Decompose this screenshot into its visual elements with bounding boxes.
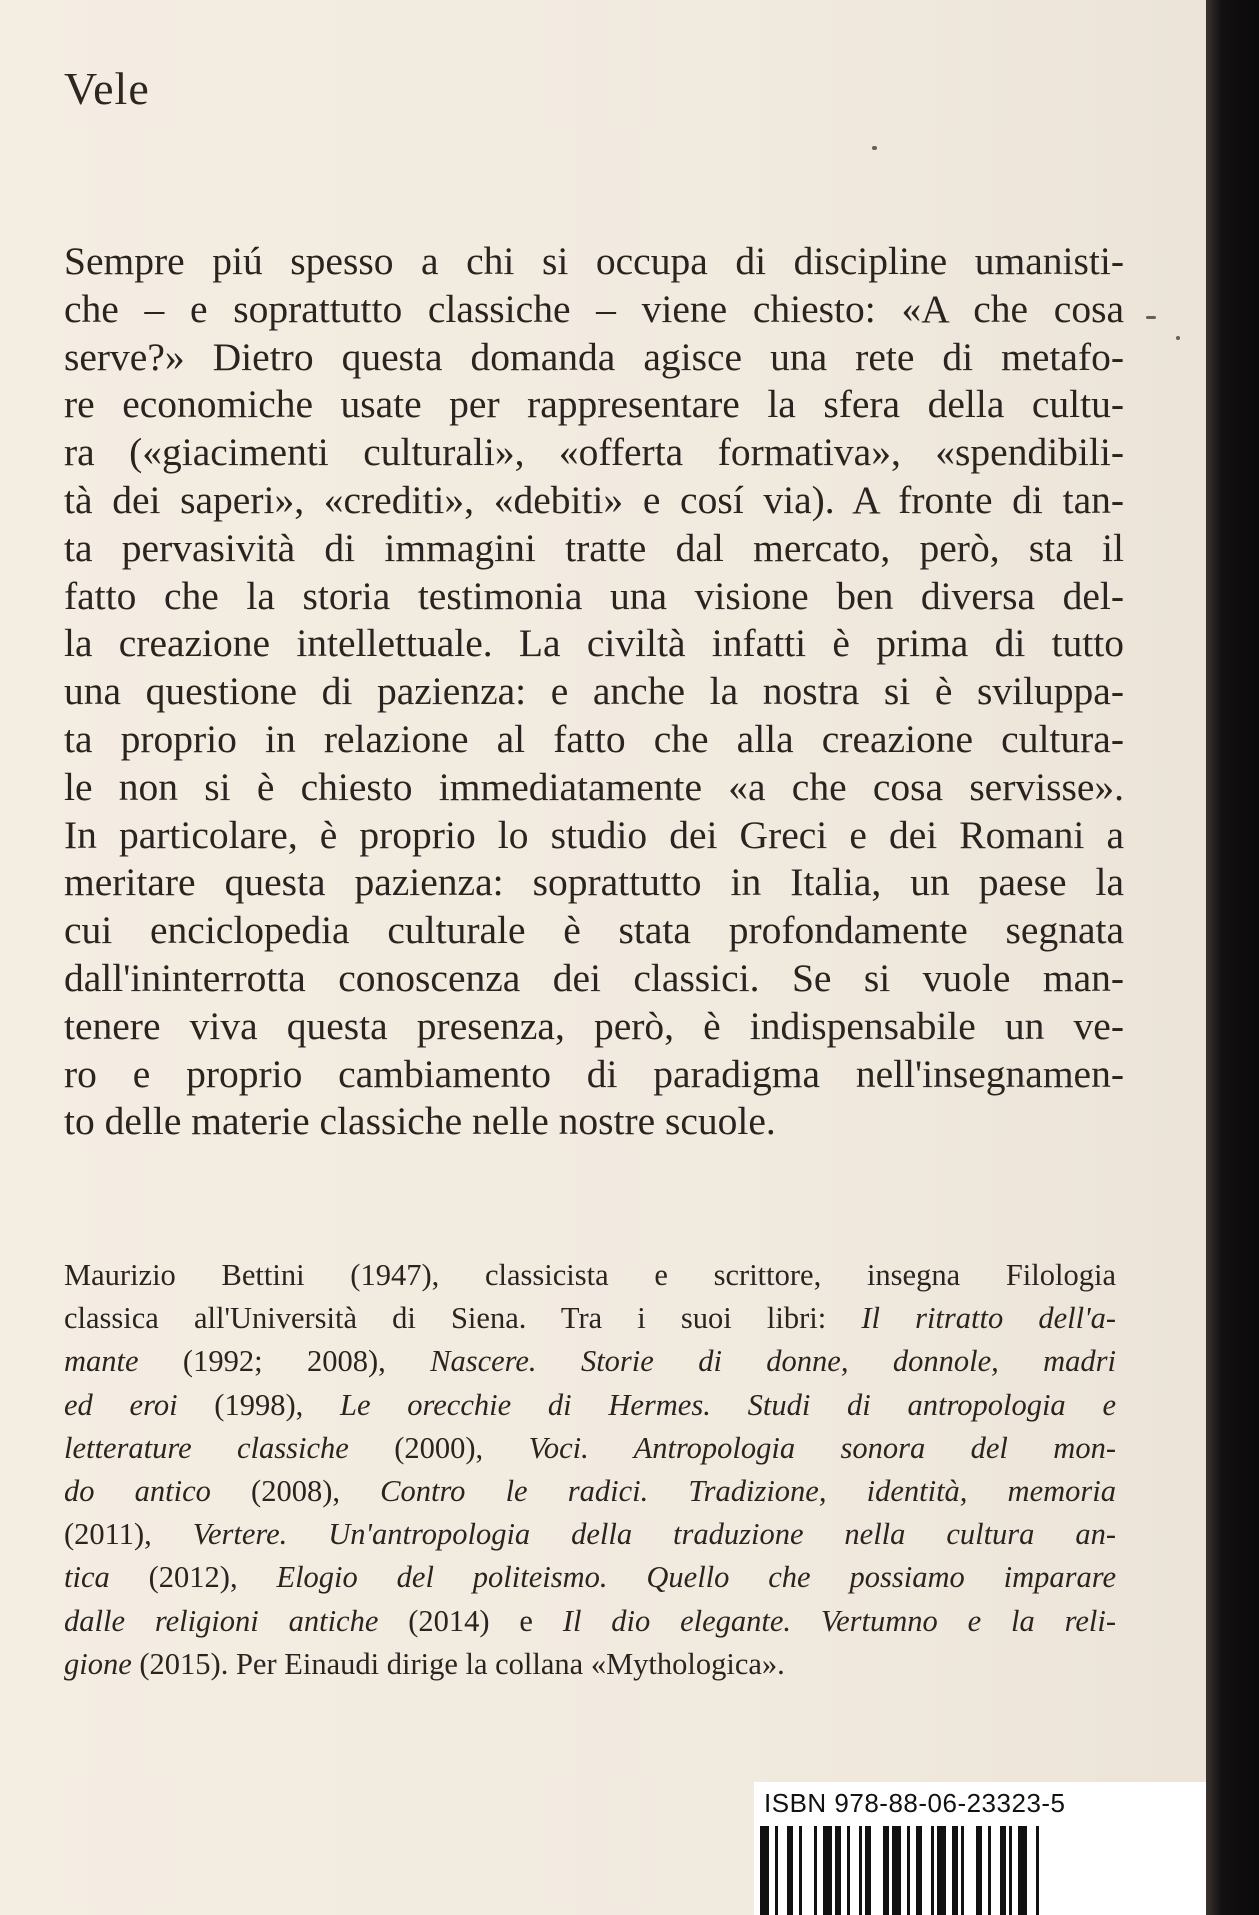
bio-text: (2008), xyxy=(210,1474,381,1509)
barcode-bars xyxy=(760,1826,1180,1915)
blurb-line: ra («giacimenti culturali», «offerta formativa», «spendibili- xyxy=(64,430,1124,475)
barcode-bar xyxy=(937,1826,946,1915)
barcode-bar xyxy=(814,1826,817,1915)
barcode-bar xyxy=(760,1826,769,1915)
book-title: Contro le radici. Tradizione, identità, memoria xyxy=(380,1474,1116,1509)
blurb-line: che – e soprattutto classiche – viene chiesto: «A che cosa xyxy=(64,286,1124,331)
blurb-line: le non si è chiesto immediatamente «a che cosa servisse». xyxy=(64,764,1124,809)
barcode-bar xyxy=(865,1826,871,1915)
bio-line xyxy=(64,1254,1116,1297)
book-title: Elogio del politeismo. Quello che possiamo imparare xyxy=(276,1560,1116,1595)
book-title: dalle religioni antiche xyxy=(64,1603,379,1638)
bio-line xyxy=(64,1340,1116,1383)
book-title: letterature classiche xyxy=(64,1430,349,1465)
barcode-bar xyxy=(961,1826,964,1915)
book-title: do antico xyxy=(64,1474,211,1509)
barcode-bar xyxy=(907,1826,910,1915)
blurb-line: re economiche usate per rappresentare la sfera della cultu- xyxy=(64,382,1124,427)
bio-text: (2014) e xyxy=(378,1603,563,1638)
blurb-line: cui enciclopedia culturale è stata profondamente segnata xyxy=(64,908,1124,953)
bio-line xyxy=(64,1427,1116,1470)
book-title: Nascere. Storie di donne, donnole, madri xyxy=(430,1344,1116,1379)
barcode-bar xyxy=(1000,1826,1006,1915)
blurb-line: la creazione intellettuale. La civiltà infatti è prima di tutto xyxy=(64,621,1124,666)
barcode-bar xyxy=(1018,1826,1027,1915)
bio-line xyxy=(64,1600,1116,1643)
blurb-line: ro e proprio cambiamento di paradigma nell'insegnamen- xyxy=(64,1051,1124,1096)
paper-speck xyxy=(1176,336,1180,340)
blurb-line: meritare questa pazienza: soprattutto in Italia, un paese la xyxy=(64,860,1124,905)
blurb-line: to delle materie classiche nelle nostre scuole. xyxy=(64,1099,776,1144)
barcode-bar xyxy=(931,1826,934,1915)
book-title: ed eroi xyxy=(64,1387,178,1422)
bio-line xyxy=(64,1297,1116,1340)
barcode-bar xyxy=(835,1826,841,1915)
isbn-number: ISBN 978-88-06-23323-5 xyxy=(764,1788,1066,1818)
blurb-paragraph xyxy=(64,238,1124,1146)
barcode-bar xyxy=(823,1826,832,1915)
series-name: Vele xyxy=(64,63,150,114)
barcode-bar xyxy=(775,1826,778,1915)
book-title: Le orecchie di Hermes. Studi di antropologia e xyxy=(340,1387,1116,1422)
barcode-bar xyxy=(892,1826,901,1915)
barcode-bar xyxy=(787,1826,793,1915)
book-edge-shadow xyxy=(1206,0,1259,1915)
bio-line xyxy=(64,1643,1116,1686)
barcode-bar xyxy=(883,1826,889,1915)
book-title: Il ritratto dell'a- xyxy=(861,1301,1116,1336)
bio-text: (2000), xyxy=(348,1430,529,1465)
book-title: tica xyxy=(64,1560,110,1595)
blurb-line: ta pervasività di immagini tratte dal mercato, però, sta il xyxy=(64,525,1124,570)
blurb-line: ta proprio in relazione al fatto che alla creazione cultura- xyxy=(64,716,1124,761)
barcode-bar xyxy=(988,1826,991,1915)
barcode-bar xyxy=(916,1826,922,1915)
blurb-line: In particolare, è proprio lo studio dei Greci e dei Romani a xyxy=(64,812,1124,857)
bio-line xyxy=(64,1556,1116,1599)
bio-line xyxy=(64,1384,1116,1427)
barcode-bar xyxy=(859,1826,862,1915)
bio-text: (2015). Per Einaudi dirige la collana «Mythologica». xyxy=(131,1646,785,1681)
bio-text: (2011), xyxy=(64,1517,193,1552)
blurb-line: una questione di pazienza: e anche la nostra si è sviluppa- xyxy=(64,669,1124,714)
author-bio xyxy=(64,1254,1116,1686)
paper-speck xyxy=(1146,316,1156,319)
barcode-bar xyxy=(952,1826,958,1915)
bio-text: (2012), xyxy=(109,1560,277,1595)
book-title: Il dio elegante. Vertumno e la reli- xyxy=(562,1603,1116,1638)
blurb-line: serve?» Dietro questa domanda agisce una rete di metafo- xyxy=(64,334,1124,379)
blurb-line: tà dei saperi», «crediti», «debiti» e cosí via). A fronte di tan- xyxy=(64,477,1124,522)
paper-speck xyxy=(872,146,877,150)
barcode-bar xyxy=(976,1826,982,1915)
book-title: Vertere. Un'antropologia della traduzione nella cultura an- xyxy=(192,1517,1116,1552)
bio-text: classica all'Università di Siena. Tra i suoi libri: xyxy=(64,1301,862,1336)
bio-line xyxy=(64,1470,1116,1513)
barcode-bar xyxy=(799,1826,802,1915)
bio-text: Maurizio Bettini (1947), classicista e scrittore, insegna Filologia xyxy=(64,1258,1116,1292)
bio-text: (1992; 2008), xyxy=(138,1344,431,1379)
blurb-line: Sempre piú spesso a chi si occupa di discipline umanisti- xyxy=(64,239,1124,283)
blurb-line: fatto che la storia testimonia una visione ben diversa del- xyxy=(64,573,1124,618)
barcode-bar xyxy=(847,1826,850,1915)
isbn-barcode xyxy=(754,1782,1206,1915)
book-title: mante xyxy=(64,1344,139,1379)
blurb-line: dall'ininterrotta conoscenza dei classici. Se si vuole man- xyxy=(64,955,1124,1000)
blurb-line: tenere viva questa presenza, però, è indispensabile un ve- xyxy=(64,1003,1124,1048)
barcode-bar xyxy=(1036,1826,1039,1915)
book-title: Voci. Antropologia sonora del mon- xyxy=(528,1430,1116,1465)
bio-text: (1998), xyxy=(177,1387,340,1422)
book-title: gione xyxy=(64,1646,132,1681)
barcode-bar xyxy=(1009,1826,1012,1915)
bio-line xyxy=(64,1513,1116,1556)
